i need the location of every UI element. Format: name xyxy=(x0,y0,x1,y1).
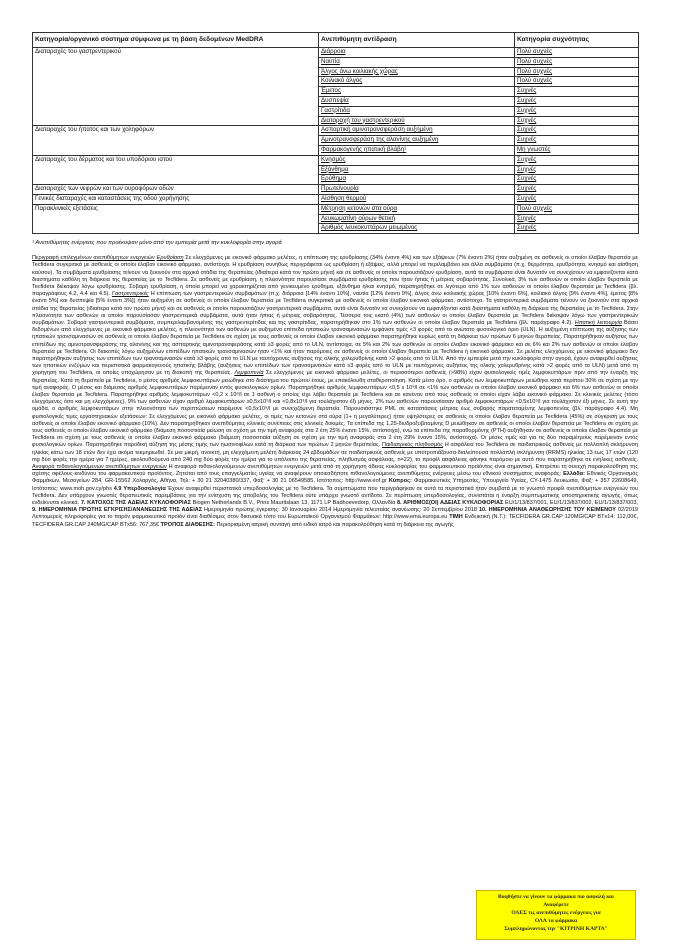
reaction-cell: Κνησμός xyxy=(319,155,515,165)
notice-line: Βοηθήστε να γίνουν τα φάρμακα πιο ασφαλή και xyxy=(497,894,615,900)
label-greece: Ελλάδα: xyxy=(563,471,585,478)
reaction-cell: Φαρμακογενής ηπατική βλάβη¹ xyxy=(319,145,515,155)
smpc-body-text xyxy=(32,255,638,529)
reaction-cell: Ναυτία xyxy=(319,57,515,67)
text-gastro: Η επίπτωση των γαστρεντερικών συμβαμάτων (π.χ. διάρροια [14% έναντι 10%], ναυτία [12% έναντι 9%], άλγος άνω κοιλιακής χώρας [10% έναντι 6%], κοιλιακό άλγος [9% έναντι 4%], έμετος [8% έναντι 5%] και δυσπεψία [5% έναντι 3%]) ήταν αυξημένη σε ασθενείς οι οποίοι έλαβαν θεραπεία με Tecfidera συγκριτικά με ασθενείς οι οποίοι έλαβαν εικονικό φάρμακο, αντίστοιχα. Τα γαστρεντερικά συμβάματα τείνουν να ξεκινούν στα αρχικά στάδια της θεραπείας (ιδιαίτερα κατά τον πρώτο μήνα) και σε ασθενείς οι οποίοι παρουσιάζουν γαστρεντερικά συμβάματα, αυτά είναι δυνατόν να συνεχίσουν να εμφανίζονται κατά διαστήματα καθόλη τη διάρκεια της θεραπείας με το Tecfidera. Στην πλειονότητα των ασθενών οι οποίοι παρουσίασαν γαστρεντερικά συμβάματα, αυτά ήταν ήπιας ή μέτριας σοβαρότητας. Τέσσερα τοις εκατό (4%) των ασθενών οι οποίοι έλαβαν θεραπεία με Tecfidera διέκοψαν λόγω των γαστρεντερικών συμβαμάτων. Σοβαρά γαστρεντερικά συμβάματα, συμπεριλαμβανομένης της γαστρεντερίτιδας και της γαστρίτιδας, παρατηρήθηκαν στο 1% των ασθενών οι οποίοι έλαβαν θεραπεία με Tecfidera (βλ. παράγραφο 4.2). xyxy=(32,291,639,326)
header-frequency: Κατηγορία συχνότητας xyxy=(515,33,639,48)
heading-revision: 10. ΗΜΕΡΟΜΗΝΙΑ ΑΝΑΘΕΩΡΗΣΗΣ ΤΟΥ ΚΕΙΜΕΝΟΥ xyxy=(478,507,617,514)
frequency-cell: Συχνές xyxy=(515,136,639,146)
frequency-cell: Συχνές xyxy=(515,165,639,175)
reaction-cell: Εξάνθημα xyxy=(319,165,515,175)
reaction-cell: Άλγος άνω κοιλιακής χώρας xyxy=(319,67,515,77)
header-reaction: Ανεπιθύμητη αντίδραση xyxy=(319,33,515,48)
soc-cell: Διαταραχές των νεφρών και των ουροφόρων οδών xyxy=(33,185,319,195)
reaction-cell: Διαταραχή του γαστρεντερικού xyxy=(319,116,515,126)
text-lymphopenia: Σε ελεγχόμενες με εικονικό φάρμακο μελέτες, οι περισσότεροι ασθενείς (>98%) είχαν φυσιολογικές τιμές λεμφοκυττάρων πριν από την έναρξη της θεραπείας. Κατά τη θεραπεία με Tecfidera, ο μέσος αριθμός λεμφοκυττάρων μειώθηκε στο διάστημα του πρώτου έτους, με επακόλουθη σταθεροποίηση. Κατά μέσο όρο, ο αριθμός των λεμφοκυττάρων μειώθηκε κατά περίπου 30% σε σχέση με την τιμή αναφοράς. Ο μέσος και διάμεσος αριθμός λεμφοκυττάρων παρέμειναν εντός φυσιολογικών ορίων. Παρατηρήθηκε αριθμός λεμφοκυττάρων <0,5 x 10⁹/l σε <1% των ασθενών οι οποίοι έλαβαν εικονικό φάρμακο και 6% των ασθενών οι οποίοι έλαβαν θεραπεία με Tecfidera. Παρατηρήθηκε αριθμός λεμφοκυττάρων <0,2 x 10⁹/l σε 1 ασθενή ο οποίος είχε λάβει θεραπεία με Tecfidera και σε κανέναν από τους ασθενείς οι οποίοι είχαν λάβει εικονικό φάρμακο. Σε κλινικές μελέτες (τόσο ελεγχόμενες όσο και μη ελεγχόμενες), 9% των ασθενών είχαν αριθμό λεμφοκυττάρων ≥0,5x10⁹/l και <0,8x10⁹/l για τουλάχιστον έξι μήνες. 2% των ασθενών παρουσίασαν αριθμό λεμφοκυττάρων <0,5x10⁹/l για τουλάχιστον έξι μήνες. Σε αυτή την ομάδα, ο αριθμός λεμφοκυττάρων στην πλειονότητα των περιπτώσεων παρέμεινε <0,5x10⁹/l με συνεχιζόμενη θεραπεία. Παρουσιάστηκε PML σε καταστάσεις μέτριας έως σοβαρής παρατεταμένης λεμφοπενίας (βλ. παράγραφο 4.4). Μη φυσιολογικές τιμές εργαστηριακών εξετάσεων: Σε ελεγχόμενες με εικονικό φάρμακο μελέτες, οι τιμές των κετονών στα ούρα (1+ ή μεγαλύτερες) ήταν υψηλότερες σε ασθενείς οι οποίοι έλαβαν θεραπεία με Tecfidera (45%) σε σύγκριση με τους ασθενείς οι οποίοι έλαβαν εικονικό φάρμακο (10%). Δεν παρατηρήθηκαν ανεπιθύμητες κλινικές συνέπειες στις κλινικές δοκιμές. Τα επίπεδα της 1,25-διυδροξυβιταμίνης D μειώθηκαν σε ασθενείς οι οποίοι έλαβαν θεραπεία με Tecfidera σε σχέση με τους ασθενείς οι οποίοι έλαβαν εικονικό φάρμακο (διάμεση ποσοστιαία μείωση σε σχέση με την τιμή αναφοράς στα 2 έτη 25% έναντι 15%, αντίστοιχα), ενώ τα επίπεδα της παραθορμόνης (PTH) αυξήθηκαν σε ασθενείς οι οποίοι έλαβαν θεραπεία με Tecfidera σε σχέση με τους ασθενείς οι οποίοι έλαβαν εικονικό φάρμακο (διάμεση ποσοστιαία αύξηση σε σχέση με την τιμή αναφοράς στα 2 έτη 29% έναντι 15%, αντίστοιχα). Οι μέσες τιμές και για τις δύο παραμέτρους παρέμειναν εντός φυσιολογικών ορίων. Παρατηρήθηκε παροδική αύξηση της μέσης τιμής των ηωσινοφίλων κατά τη διάρκεια των πρώτων 2 μηνών θεραπείας. xyxy=(32,370,638,449)
frequency-cell: Συχνές xyxy=(515,224,639,234)
text-revision: 02/2019 Λεπτομερείς πληροφορίες για το παρόν φαρμακευτικό προϊόν είναι διαθέσιμες στον δικτυακό τόπο του Ευρωπαϊκού Οργανισμού Φαρμάκων: http://www.ema.europa.eu xyxy=(32,507,639,521)
yellow-card-notice xyxy=(476,890,636,940)
frequency-cell: Συχνές xyxy=(515,214,639,224)
text-first-auth: Ημερομηνία πρώτης έγκρισης: 30 Ιανουαρίου 2014 Ημερομηνία τελευταίας ανανέωσης: 20 Σεπτεμβρίου 2018 xyxy=(202,507,479,514)
frequency-cell: Συχνές xyxy=(515,185,639,195)
heading-overdose: 4.9 Υπερδοσολογία xyxy=(113,485,166,492)
soc-cell: Διαταραχές του ήπατος και των χοληφόρων xyxy=(33,126,319,155)
text-greece: Εθνικός Οργανισμός Φαρμάκων, Μεσογείων 284, GR-15562 Χολαργός, Αθήνα, Τηλ: + 30 21 32040380/337, Φαξ: + 30 21 06549585, Ιστότοπος: http://www.eof.gr xyxy=(32,471,639,485)
frequency-cell: Συχνές xyxy=(515,87,639,97)
notice-line: Συμπληρώνοντας την "ΚΙΤΡΙΝΗ ΚΑΡΤΑ" xyxy=(504,926,608,933)
reaction-cell: Αριθμός λευκοκυττάρων μειωμένος xyxy=(319,224,515,234)
label-cyprus: Κύπρος: xyxy=(388,478,412,485)
heading-price: ΤΙΜΗ xyxy=(449,514,463,521)
frequency-cell: Πολύ συχνές xyxy=(515,48,639,58)
notice-line: ΟΛΕΣ τις ανεπιθύμητες ενέργειες για xyxy=(511,910,601,917)
text-reporting: Η αναφορά πιθανολογούμενων ανεπιθύμητων ενεργειών μετά από τη χορήγηση άδειας κυκλοφορίας του φαρμακευτικού προϊόντος είναι σημαντική. Επιτρέπει τη συνεχή παρακολούθηση της σχέσης οφέλους-κινδύνου του φαρμακευτικού προϊόντος. Ζητείται από τους επαγγελματίες υγείας να αναφέρουν οποιεσδήποτε πιθανολογούμενες ανεπιθύμητες ενέργειες μέσω του εθνικού συστήματος αναφοράς: xyxy=(32,464,638,478)
soc-cell: Γενικές διαταραχές και καταστάσεις της οδού χορήγησης xyxy=(33,194,319,204)
text-cyprus: Φαρμακευτικές Υπηρεσίες, Υπουργείο Υγείας, CY-1475 Λευκωσία, Φαξ: + 357 22608649, Ιστότοπος: www.moh.gov.cy/phs xyxy=(32,478,638,492)
frequency-cell: Συχνές xyxy=(515,116,639,126)
table-row xyxy=(33,126,639,136)
label-hepatic: Ηπατική λειτουργία xyxy=(574,319,622,326)
text-ma-numbers: EU/1/13/837/001, EU/1/13/837/002, EU/1/13/837/003, xyxy=(503,500,638,507)
table-row xyxy=(33,48,639,58)
reaction-cell: Δυσπεψία xyxy=(319,96,515,106)
reaction-cell: Πρωτεϊνουρία xyxy=(319,185,515,195)
heading-mah: 7. ΚΑΤΟΧΟΣ ΤΗΣ ΑΔΕΙΑΣ ΚΥΚΛΟΦΟΡΙΑΣ xyxy=(80,500,191,507)
heading-ma-numbers: 8. ΑΡΙΘΜΟΣ(ΟΙ) ΑΔΕΙΑΣ ΚΥΚΛΟΦΟΡΙΑΣ xyxy=(397,500,504,507)
document-page xyxy=(32,32,638,529)
table-row xyxy=(33,185,639,195)
reaction-cell: Κοιλιακό άλγος xyxy=(319,77,515,87)
frequency-cell: Πολύ συχνές xyxy=(515,77,639,87)
text-hepatic: Βάσει δεδομένων από ελεγχόμενες με εικονικό φάρμακο μελέτες, η πλειονότητα των ασθενών με αυξημένα επίπεδα ηπατικών τρανσαμινασών εμφάνισε τιμές <3 φορές από το ανώτατο φυσιολογικό όριο (ULN). Η αυξημένη επίπτωση της αύξησης των ηπατικών τρανσαμινασών σε ασθενείς οι οποίοι έλαβαν θεραπεία με Tecfidera σε σχέση με τους ασθενείς οι οποίοι έλαβαν εικονικό φάρμακο παρατηρήθηκε κυρίως κατά τη διάρκεια των πρώτων 6 μηνών θεραπείας. Παρατηρήθηκαν αυξήσεις των επιπέδων της αμινοτρανσφεράσης της αλανίνης και της ασπαρτικής αμινοτρανσφεράσης κατά ≥3 φορές από το ULN, αντίστοιχα, σε 5% και 2% των ασθενών οι οποίοι έλαβαν εικονικό φάρμακο και σε 6% και 2% των ασθενών οι οποίοι έλαβαν θεραπεία με Tecfidera. Οι διακοπές λόγω αυξημένων επιπέδων ηπατικών τρανσαμινασών ήταν <1% και ήταν παρόμοιες σε ασθενείς οι οποίοι έλαβαν θεραπεία με Tecfidera ή εικονικό φάρμακο. Σε μελέτες ελεγχόμενες με εικονικό φάρμακο δεν παρατηρήθηκαν αυξήσεις των επιπέδων των τρανσαμινασών κατά ≥3 φορές από το ULN με ταυτόχρονες αυξήσεις της ολικής χολερυθρίνης κατά >2 φορές από το ULN. Από την εμπειρία μετά την κυκλοφορία στην αγορά, έχουν αναφερθεί αυξήσεις των ηπατικών ενζύμων και περιστατικά φαρμακογενούς ηπατικής βλάβης (αυξήσεις των επιπέδων των τρανσαμινασών κατά ≥3 φορές από το ULN με ταυτόχρονες αυξήσεις της ολικής χολερυθρίνης κατά >2 φορές από το ULN) μετά από τη χορήγηση του Tecfidera, οι οποίες υποχώρησαν με τη διακοπή της θεραπείας. xyxy=(32,319,639,377)
reaction-cell: Έμετος xyxy=(319,87,515,97)
frequency-cell: Συχνές xyxy=(515,194,639,204)
soc-cell: Διαταραχές του δέρματος και του υποδόριου ιστού xyxy=(33,155,319,184)
soc-cell: Παρακλινικές εξετάσεις xyxy=(33,204,319,233)
frequency-cell: Πολύ συχνές xyxy=(515,204,639,214)
label-lymphopenia: Λεμφοπενία xyxy=(234,370,264,377)
reaction-cell: Αμινοτρανσφεράση της αλανίνης αυξημένη xyxy=(319,136,515,146)
text-mah: Biogen Netherlands B.V., Prins Mauritslaan 13, 1171 LP Badhoevedorp, Ολλανδία xyxy=(190,500,397,507)
text-paediatric: Η ασφάλεια του Tecfidera σε παιδιατρικούς ασθενείς με πολλαπλή σκλήρυνση ηλικίας κάτω των 18 ετών δεν έχει ακόμα τεκμηριωθεί. Σε μια μικρή, ανοικτή, μη ελεγχόμενη μελέτη διάρκειας 24 εβδομάδων σε παιδιατρικούς ασθενείς με υποτροπιάζουσα-διαλείπουσα πολλαπλή σκλήρυνση (RRMS) ηλικίας 13 έως 17 ετών (120 mg δύο φορές την ημέρα για 7 ημέρες, ακολουθούμενα από 240 mg δύο φορές την ημέρα για το υπόλοιπο της θεραπείας, πληθυσμός ασφάλειας, n=22), το προφίλ ασφάλειας φάνηκε παρόμοιο με αυτό που παρατηρήθηκε σε ενήλικες ασθενείς. xyxy=(32,442,638,463)
frequency-cell: Συχνές xyxy=(515,96,639,106)
frequency-cell: Συχνές xyxy=(515,155,639,165)
frequency-cell: Μη γνωστές xyxy=(515,145,639,155)
table-row xyxy=(33,155,639,165)
header-soc: Κατηγορία/οργανικό σύστημα σύμφωνα με τη βάση δεδομένων MedDRA xyxy=(33,33,319,48)
label-gastro: Γαστρεντερικές xyxy=(111,291,149,298)
reaction-cell: Λευκωματίνη ούρων θετική xyxy=(319,214,515,224)
notice-line: Αναφέρετε xyxy=(543,902,569,909)
label-selected-reactions: Περιγραφή επιλεγμένων ανεπιθύμητων ενεργειών xyxy=(32,255,155,262)
table-footnote: ¹ Ανεπιθύμητες ενέργειες που προέκυψαν μόνο από την εμπειρία μετά την κυκλοφορία στην αγορά xyxy=(32,240,282,247)
heading-dispensing: ΤΡΟΠΟΣ ΔΙΑΘΕΣΗΣ: xyxy=(160,521,215,528)
notice-line: ΟΛΑ τα φάρμακα xyxy=(534,918,578,925)
frequency-cell: Συχνές xyxy=(515,126,639,136)
text-overdose: Έχουν αναφερθεί περιστατικά υπερδοσολογίας με το Tecfidera. Τα συμπτώματα που περιγράφηκαν σε αυτά τα περιστατικά ήταν συμβατά με το γνωστό προφίλ ανεπιθύμητων ενεργειών του Tecfidera. Δεν υπάρχουν γνωστές θεραπευτικές παρεμβάσεις για την ενίσχυση της αποβολής του Tecfidera ούτε υπάρχει γνωστό αντίδοτο. Σε περίπτωση υπερδοσολογίας, συνιστάται η έναρξη συμπτωματικής υποστηρικτικής αγωγής, όπως ενδείκνυται κλινικά. xyxy=(32,485,638,507)
text-price: Ενδεικτική (Ν.Τ.): TECFIDERA GR.CAP 120MG/CAP BTx14: 112,00€, TECFIDERA GR.CAP 240MG/CAP BTx56: 767,35€ xyxy=(32,514,638,528)
reaction-cell: Γαστρίτιδα xyxy=(319,106,515,116)
table-header-row xyxy=(33,33,639,48)
frequency-cell: Πολύ συχνές xyxy=(515,57,639,67)
table-row xyxy=(33,204,639,214)
label-flushing: Ερυθρίαση xyxy=(156,255,184,262)
reaction-cell: Διάρροια xyxy=(319,48,515,58)
paragraph-selected-reactions xyxy=(32,255,638,529)
frequency-cell: Συχνές xyxy=(515,175,639,185)
reaction-cell: Ασπαρτική αμινοτρανσφεράση αυξημένη xyxy=(319,126,515,136)
heading-first-auth: 9. ΗΜΕΡΟΜΗΝΙΑ ΠΡΩΤΗΣ ΕΓΚΡΙΣΗΣ/ΑΝΑΝΕΩΣΗΣ ΤΗΣ ΑΔΕΙΑΣ xyxy=(32,507,203,514)
reaction-cell: Ερύθημα xyxy=(319,175,515,185)
text-flushing: Σε ελεγχόμενες με εικονικό φάρμακο μελέτες, η επίπτωση της ερυθρίασης (34% έναντι 4%) και των εξάψεων (7% έναντι 2%) ήταν αυξημένη σε ασθενείς οι οποίοι έλαβαν θεραπεία με Tecfidera συγκριτικά με ασθενείς οι οποίοι έλαβαν εικονικό φάρμακο, αντίστοιχα. Η ερυθρίαση συνήθως περιγράφεται ως ερυθρίαση ή εξάψεις, αλλά μπορεί να περιλαμβάνει και άλλα συμβάματα (π.χ. θερμότητα, ερυθρότητα, κνησμό και αίσθηση καύσου). Τα συμβάματα ερυθρίασης τείνουν να ξεκινούν στα αρχικά στάδια της θεραπείας (ιδιαίτερα κατά τον πρώτο μήνα) και σε ασθενείς οι οποίοι παρουσιάζουν ερυθρίαση, αυτά τα συμβάματα είναι δυνατόν να συνεχίσουν να εμφανίζονται κατά διαστήματα καθόλη τη διάρκεια της θεραπείας με το Tecfidera. Σε ασθενείς με ερυθρίαση, η πλειονότητα παρουσίασε συμβάματα ερυθρίασης που ήταν ήπιας ή μέτριας σοβαρότητας. Συνολικά, 3% των ασθενών οι οποίοι έλαβαν θεραπεία με Tecfidera διέκοψαν λόγω ερυθρίασης. Σοβαρή ερυθρίαση, η οποία μπορεί να χαρακτηρίζεται από γενικευμένο ερύθημα, εξάνθημα ή/και κνησμό, παρατηρήθηκε σε λιγότερο από 1% των ασθενών οι οποίοι έλαβαν θεραπεία με Tecfidera (βλ. παραγράφους 4.2, 4.4 και 4.5). xyxy=(32,255,639,298)
frequency-cell: Πολύ συχνές xyxy=(515,67,639,77)
table-row xyxy=(33,194,639,204)
adverse-reactions-table xyxy=(32,32,639,234)
label-reporting: Αναφορά πιθανολογούμενων ανεπιθύμητων ενεργειών xyxy=(32,464,167,471)
text-dispensing: Περιορισμένη ιατρική συνταγή από ειδικό ιατρό και παρακολούθηση κατά τη διάρκεια της αγωγής xyxy=(214,521,454,528)
label-paediatric: Παιδιατρικός πληθυσμός xyxy=(381,442,443,449)
frequency-cell: Συχνές xyxy=(515,106,639,116)
reaction-cell: Αίσθηση θερμού xyxy=(319,194,515,204)
soc-cell: Διαταραχές του γαστρεντερικού xyxy=(33,48,319,126)
reaction-cell: Μέτρηση κετονών στα ούρα xyxy=(319,204,515,214)
